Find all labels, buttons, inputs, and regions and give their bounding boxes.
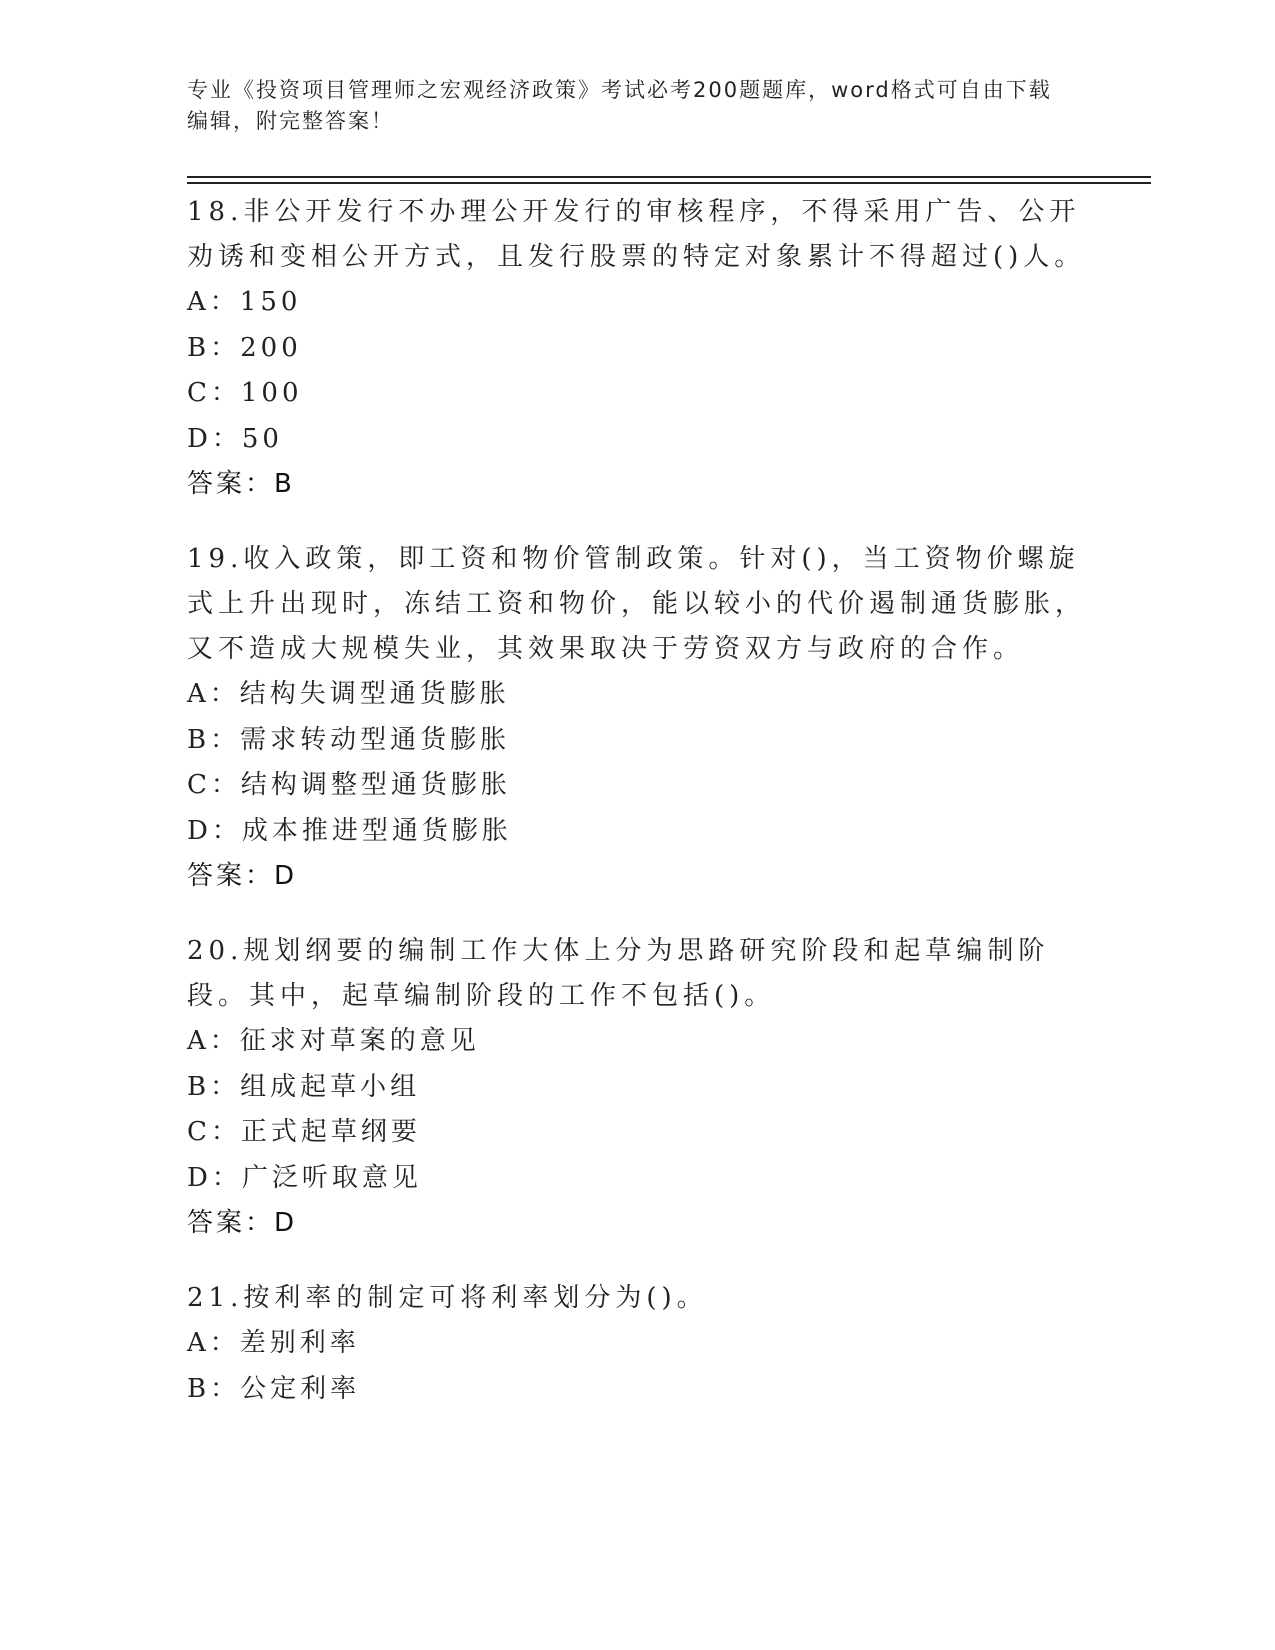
option-d: D：广泛听取意见 [187,1162,422,1193]
option-a: A：150 [187,287,302,317]
document-header: 专业《投资项目管理师之宏观经济政策》考试必考200题题库，word格式可自由下载编辑，附完整答案！ [187,78,1052,133]
option-a: A：结构失调型通货膨胀 [187,679,510,709]
option-a: A：差别利率 [187,1328,360,1358]
header-divider-bottom [187,182,1151,184]
answer-label: 答案：D [187,1208,298,1238]
question-19 [187,537,1087,899]
question-stem: 18.非公开发行不办理公开发行的审核程序，不得采用广告、公开劝诱和变相公开方式，且发行股票的特定对象累计不得超过()人。 [187,197,1086,272]
option-a: A：征求对草案的意见 [187,1026,480,1056]
option-b: B：组成起草小组 [187,1071,421,1102]
option-b: B：公定利率 [187,1373,361,1404]
question-stem: 20.规划纲要的编制工作大体上分为思路研究阶段和起草编制阶段。其中，起草编制阶段的工作不包括()。 [187,936,1050,1011]
question-20 [187,929,1087,1246]
option-b: B：需求转动型通货膨胀 [187,724,511,755]
option-c: C：正式起草纲要 [187,1117,421,1147]
option-d: D：50 [187,423,283,454]
question-stem: 21.按利率的制定可将利率划分为()。 [187,1283,708,1313]
question-stem: 19.收入政策，即工资和物价管制政策。针对()，当工资物价螺旋式上升出现时，冻结工资和物价，能以较小的代价遏制通货膨胀，又不造成大规模失业，其效果取决于劳资双方与政府的合作。 [187,544,1087,664]
header-divider-top [187,176,1151,178]
option-d: D：成本推进型通货膨胀 [187,815,512,846]
question-list [187,190,1087,1442]
question-18 [187,190,1087,507]
option-c: C：结构调整型通货膨胀 [187,770,511,800]
option-b: B：200 [187,332,302,363]
answer-label: 答案：B [187,469,295,499]
option-c: C：100 [187,378,303,408]
question-21 [187,1276,1087,1412]
answer-label: 答案：D [187,861,298,891]
